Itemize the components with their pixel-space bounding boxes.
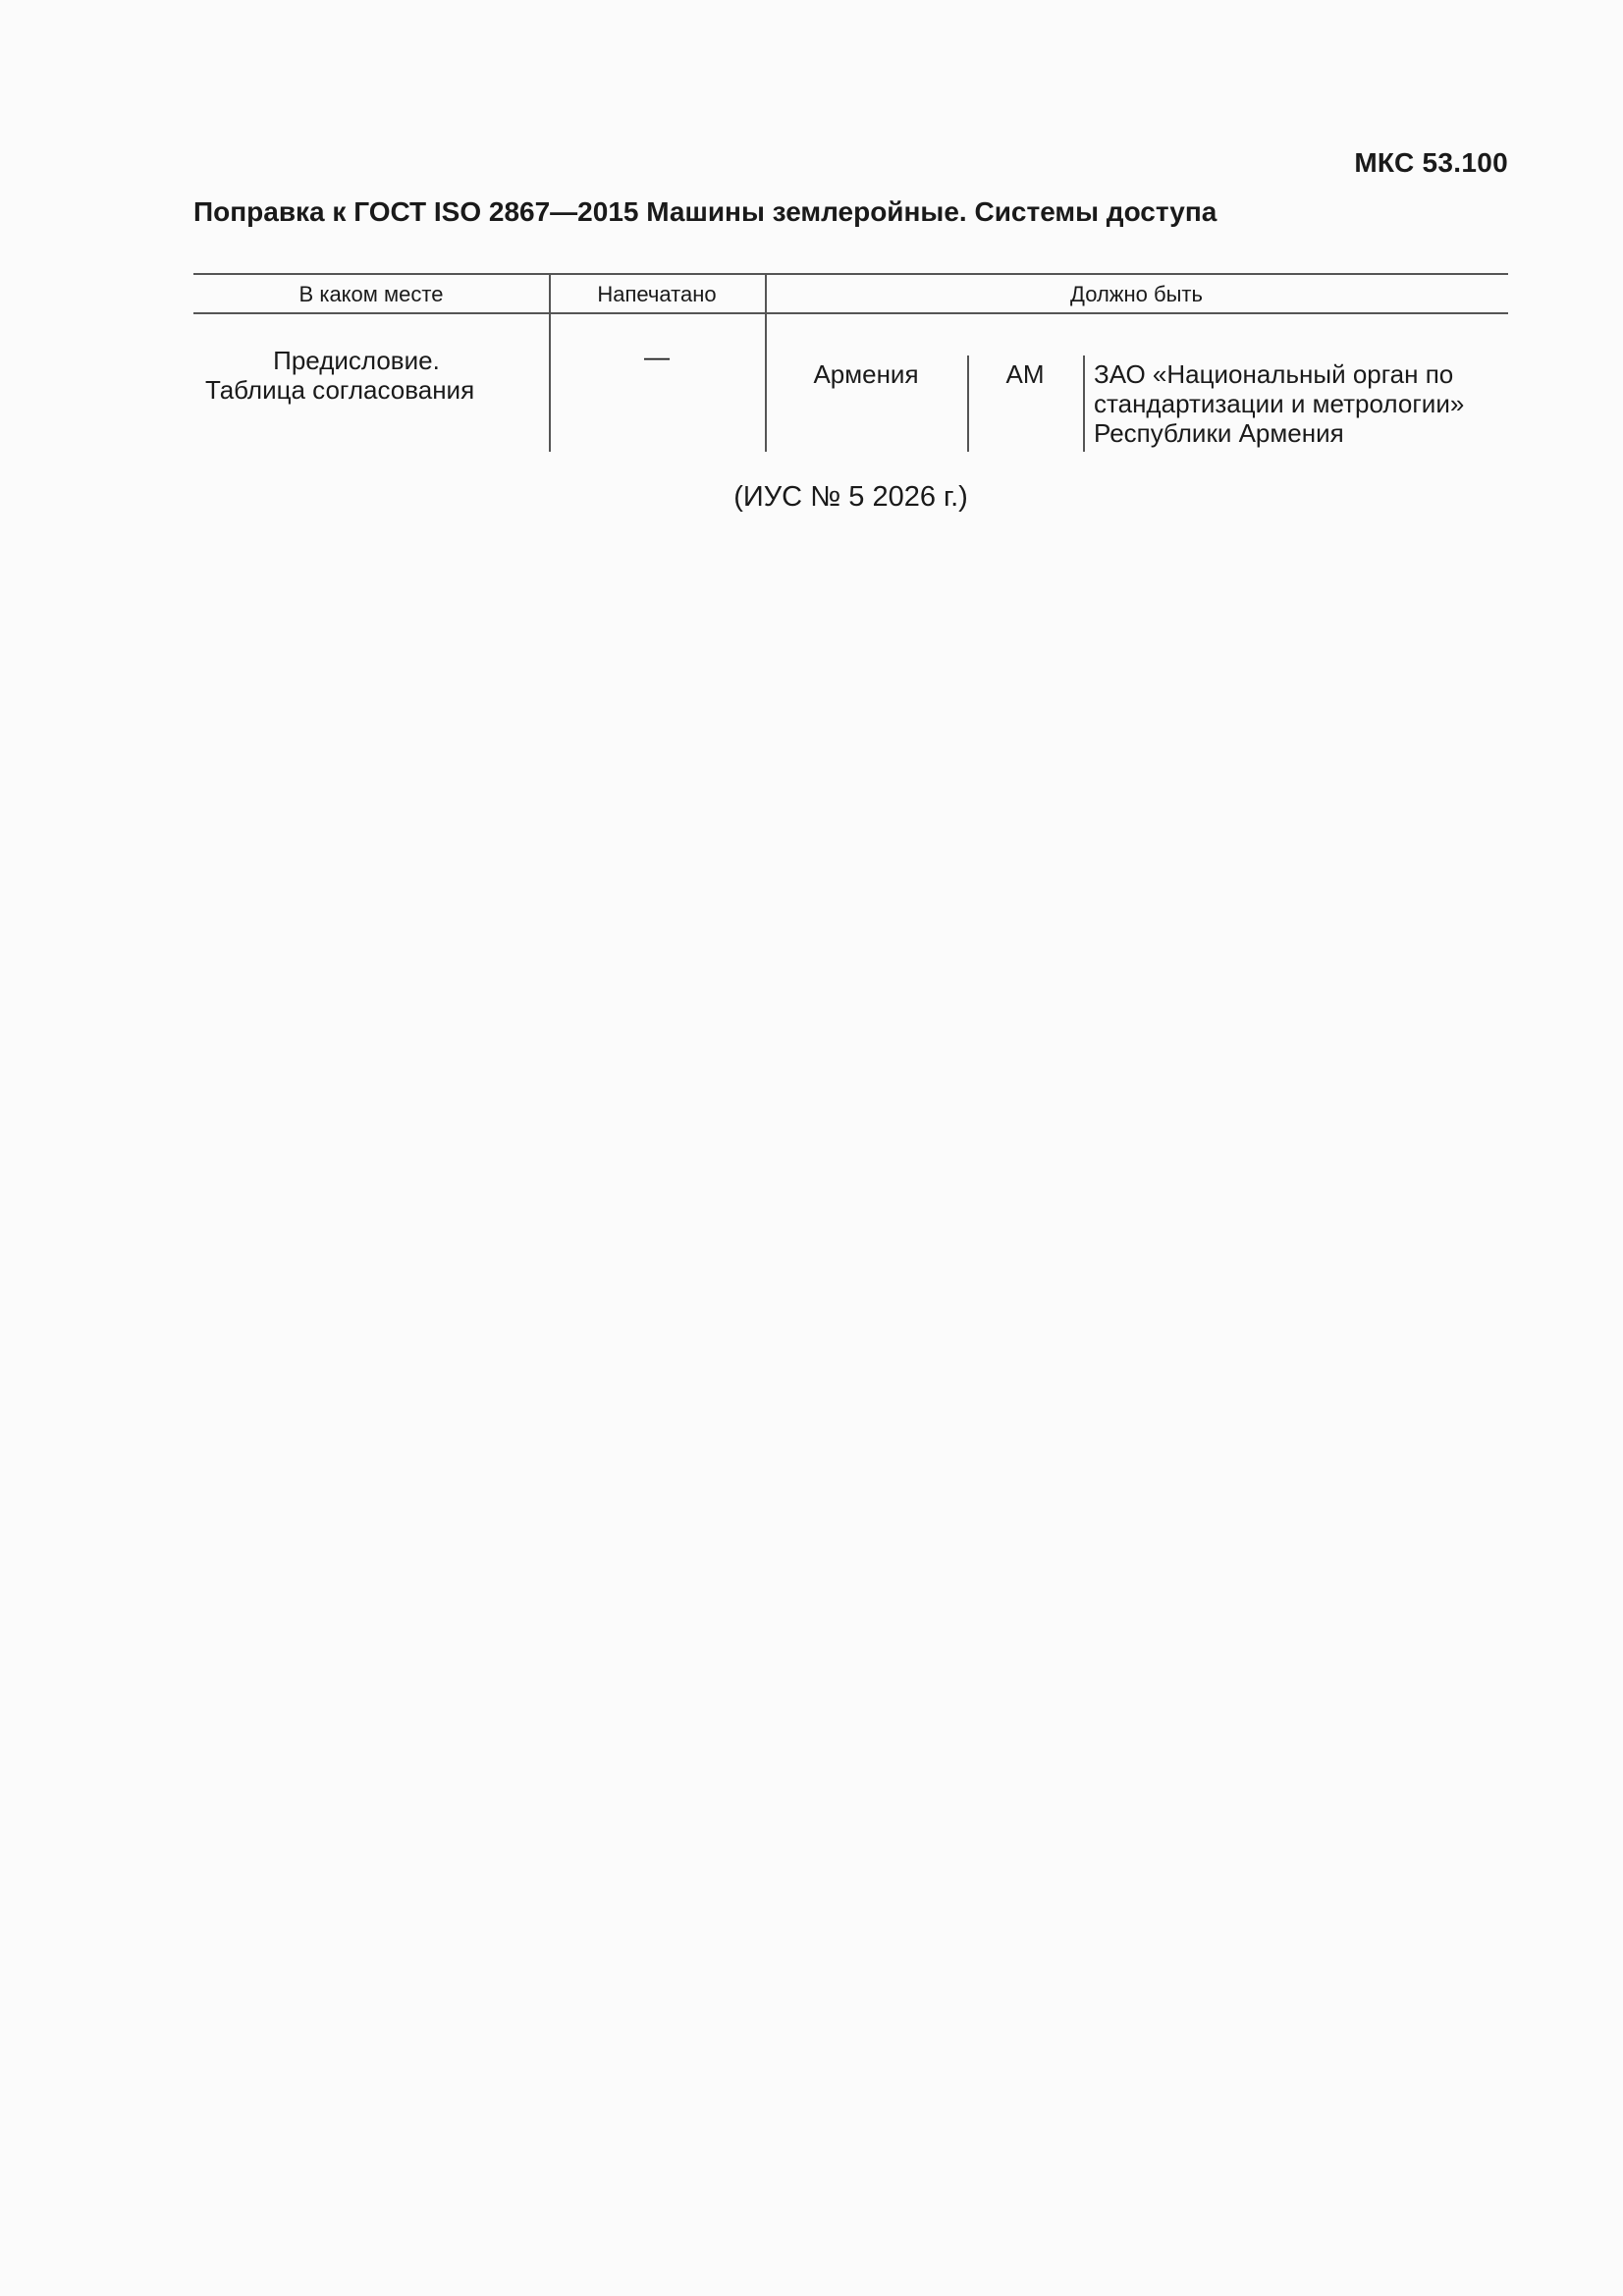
subcolumn-divider [1083, 355, 1085, 452]
amendment-table [193, 273, 1508, 452]
ius-reference: (ИУС № 5 2026 г.) [733, 481, 968, 513]
table-cell-printed: — [644, 342, 670, 371]
document-title: Поправка к ГОСТ ISO 2867—2015 Машины землеройные. Системы доступа [193, 196, 1217, 227]
table-cell-country-code: AM [1005, 359, 1045, 389]
where-line-1: Предисловие. [273, 346, 440, 375]
table-cell-organization [1094, 359, 1508, 448]
table-cell-country: Армения [813, 359, 919, 389]
table-cell-where [193, 346, 549, 405]
table-header-rule [193, 312, 1508, 314]
column-header-printed: Напечатано [597, 282, 717, 306]
organization-line-2: стандартизации и метрологии» [1094, 389, 1465, 418]
organization-line-3: Республики Армения [1094, 418, 1344, 448]
column-header-where: В каком месте [298, 282, 444, 306]
organization-line-1: ЗАО «Национальный орган по [1094, 359, 1454, 389]
where-line-2: Таблица согласования [205, 375, 475, 405]
column-header-should-be: Должно быть [1070, 282, 1203, 306]
mks-code: МКС 53.100 [1354, 147, 1508, 178]
table-top-rule [193, 273, 1508, 275]
